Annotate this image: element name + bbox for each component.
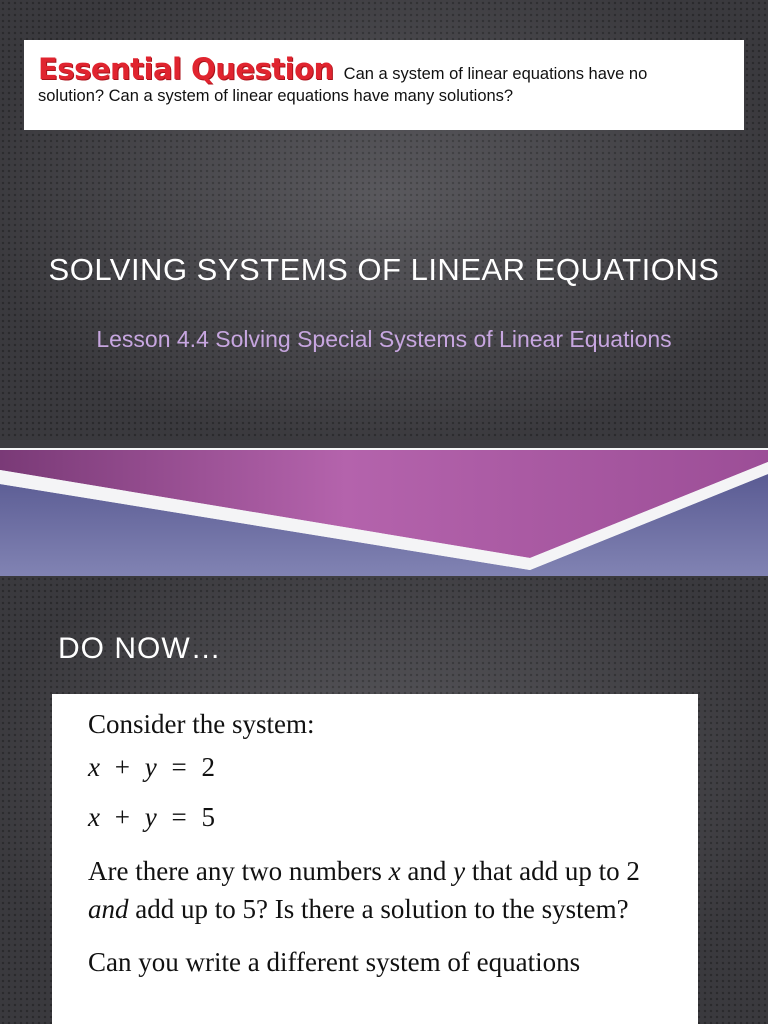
essential-question-label: Essential Question (38, 52, 334, 86)
problem-intro: Consider the system: (88, 709, 315, 739)
equation-1: x + y = 2 (88, 752, 215, 782)
problem-box (52, 694, 698, 1024)
slide-do-now (0, 576, 768, 1024)
question-1: Are there any two numbers x and y that add up to 2 and add up to 5? Is there a solution to the system? (88, 856, 640, 924)
essential-question-line1: Can a system of linear equations have no (343, 65, 648, 83)
page-subtitle: Lesson 4.4 Solving Special Systems of Linear Equations (96, 326, 672, 352)
page-title: SOLVING SYSTEMS OF LINEAR EQUATIONS (48, 252, 720, 287)
equation-2: x + y = 5 (88, 802, 215, 832)
section-divider-ribbon (0, 440, 768, 576)
do-now-heading: DO NOW… (58, 632, 222, 665)
slide-title (0, 0, 768, 440)
question-2: Can you write a different system of equations (88, 947, 581, 977)
essential-question-box (24, 40, 744, 130)
essential-question-line2: solution? Can a system of linear equations have many solutions? (38, 87, 514, 105)
